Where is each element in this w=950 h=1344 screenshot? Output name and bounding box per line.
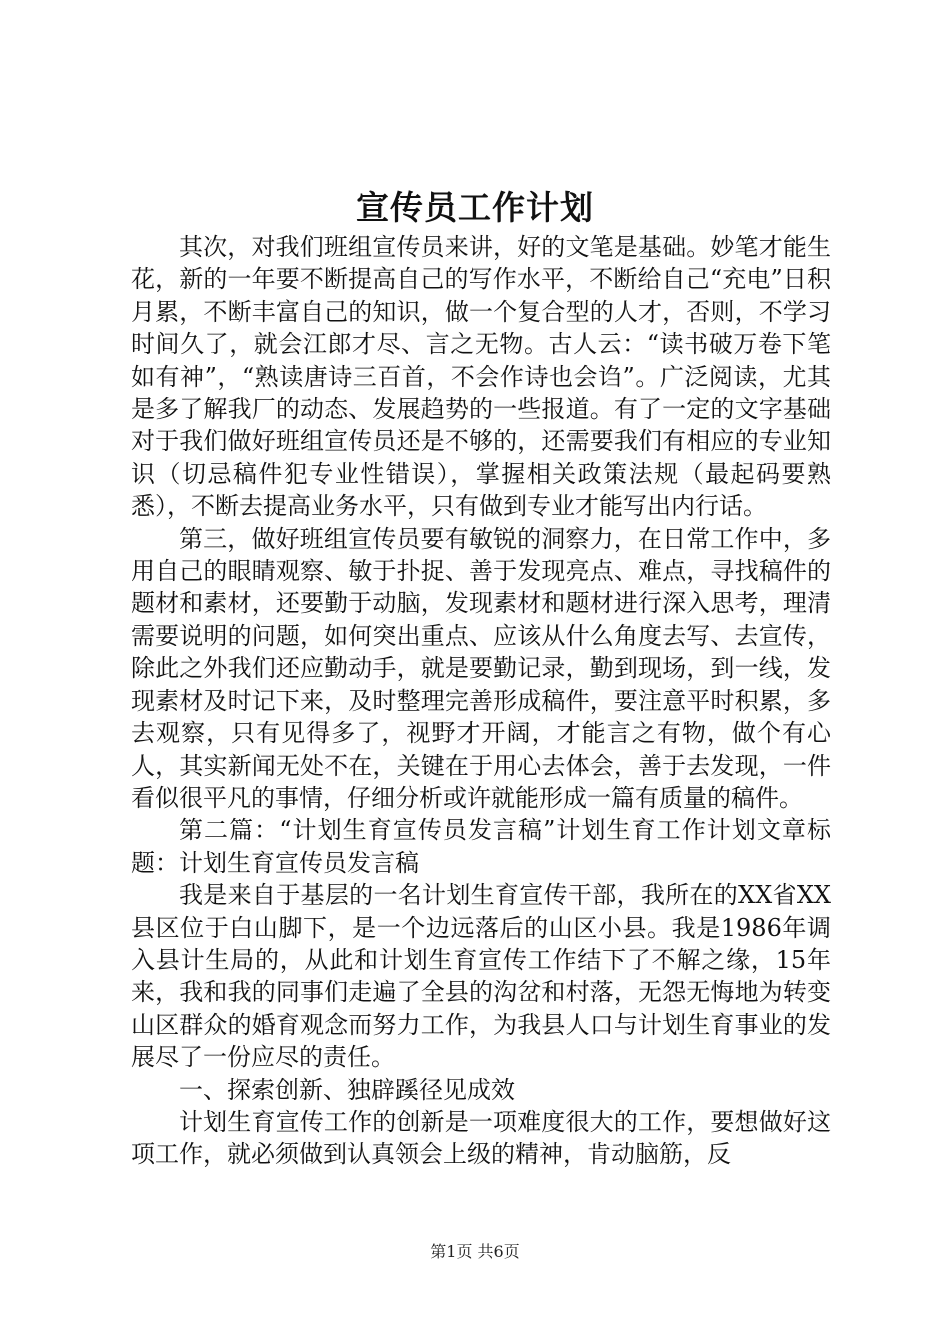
paragraph-secondly: 其次，对我们班组宣传员来讲，好的文笔是基础。妙笔才能生花，新的一年要不断提高自己的写作水平，不断给自己“充电”日积月累，不断丰富自己的知识，做一个复合型的人才，否则，不学习时间久了，就会江郎才尽、言之无物。古人云：“读书破万卷下笔如有神”，“熟读唐诗三百首，不会作诗也会诌”。广泛阅读，尤其是多了解我厂的动态、发展趋势的一些报道。有了一定的文字基础对于我们做好班组宣传员还是不够的，还需要我们有相应的专业知识（切忌稿件犯专业性错误），掌握相关政策法规（最起码要熟悉），不断去提高业务水平，只有做到专业才能写出内行话。 [131,233,831,521]
page-number-footer: 第1页 共6页 [430,1242,520,1261]
section-heading-innovation: 一、探索创新、独辟蹊径见成效 [179,1075,515,1104]
paragraph-innovation: 计划生育宣传工作的创新是一项难度很大的工作，要想做好这项工作，就必须做到认真领会上级的精神，肯动脑筋，反 [131,1107,831,1169]
document-title: 宣传员工作计划 [356,188,594,227]
document-body [131,231,831,1171]
paragraph-introduction: 我是来自于基层的一名计划生育宣传干部，我所在的XX省XX县区位于白山脚下，是一个边远落后的山区小县。我是1986年调入县计生局的，从此和计划生育宣传工作结下了不解之缘，15年来，我和我的同事们走遍了全县的沟岔和村落，无怨无悔地为转变山区群众的婚育观念而努力工作，为我县人口与计划生育事业的发展尽了一份应尽的责任。 [131,881,831,1072]
paragraph-thirdly: 第三，做好班组宣传员要有敏锐的洞察力，在日常工作中，多用自己的眼睛观察、敏于扑捉、善于发现亮点、难点，寻找稿件的题材和素材，还要勤于动脑，发现素材和题材进行深入思考，理清需要说明的问题，如何突出重点、应该从什么角度去写、去宣传，除此之外我们还应勤动手，就是要勤记录，勤到现场，到一线，发现素材及时记下来，及时整理完善形成稿件，要注意平时积累，多去观察，只有见得多了，视野才开阔，才能言之有物，做个有心人，其实新闻无处不在，关键在于用心去体会，善于去发现，一件看似很平凡的事情，仔细分析或许就能形成一篇有质量的稿件。 [131,524,831,812]
paragraph-second-article-heading: 第二篇：“计划生育宣传员发言稿”计划生育工作计划文章标题：计划生育宣传员发言稿 [131,816,831,877]
